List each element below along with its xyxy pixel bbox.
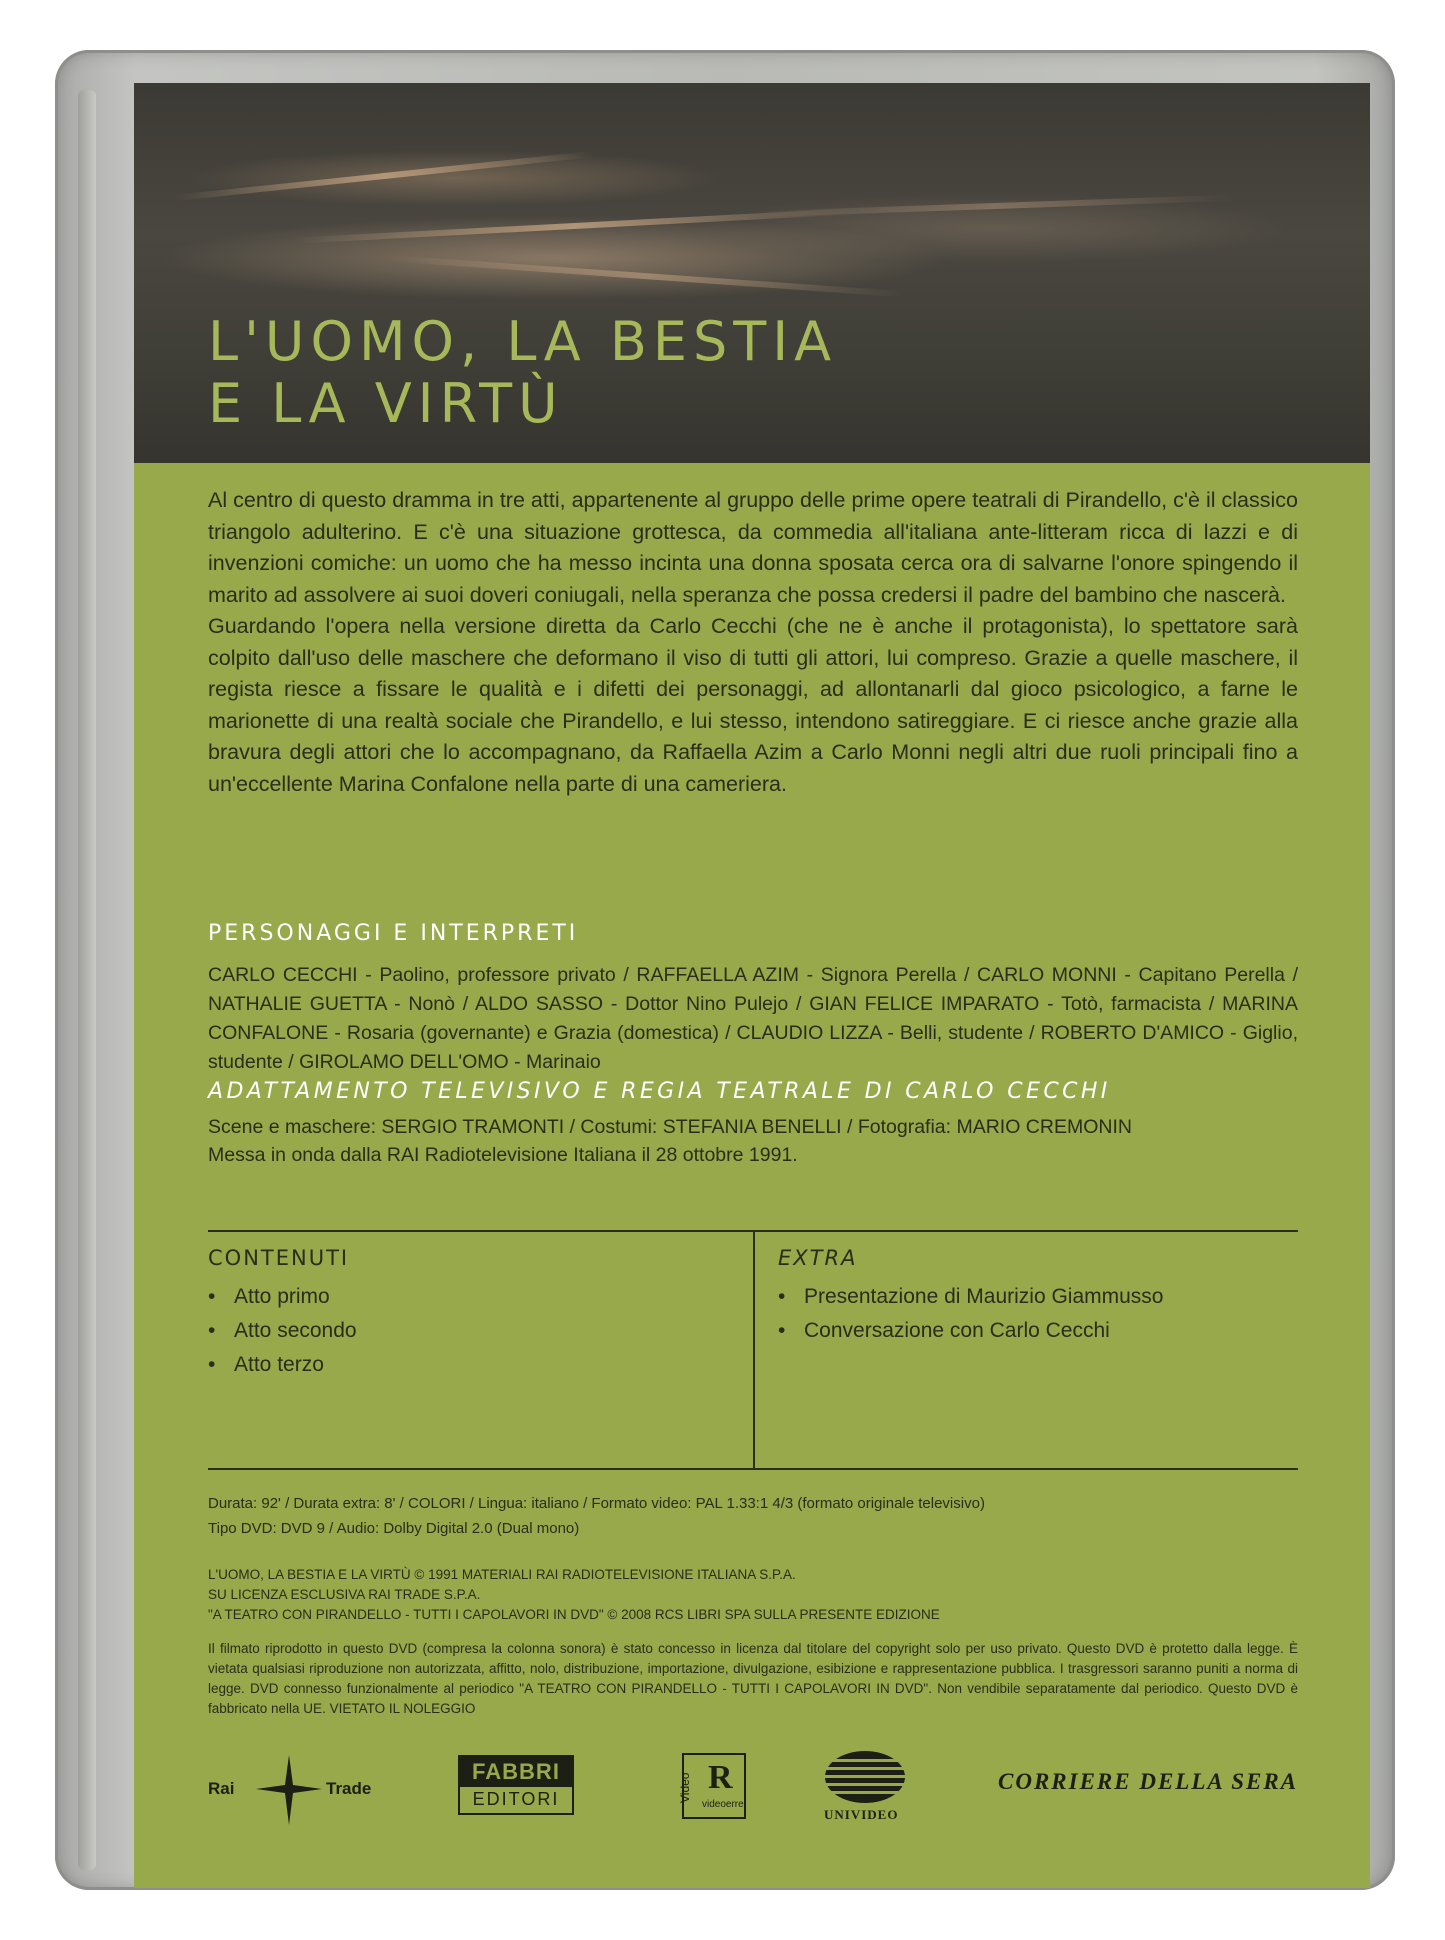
synopsis <box>208 485 1298 800</box>
bullet-icon: • <box>208 1285 216 1308</box>
legal-notice: Il filmato riprodotto in questo DVD (compresa la colonna sonora) è stato concesso in licenza dal titolare del copyright solo per uso privato. Questo DVD è protetto dalla legge. È vietata qualsiasi riproduzione non autorizzata, affitto, nolo, distribuzione, importazione, divulgazione, esibizione e rappresentazione pubblica. I trasgressori saranno puniti a norma di legge. DVD connesso funzionalmente al periodico "A TEATRO CON PIRANDELLO - TUTTI I CAPOLAVORI IN DVD". Non vendibile separatamente dal periodico. Questo DVD è fabbricato nella UE. VIETATO IL NOLEGGIO <box>208 1641 1298 1716</box>
editori-wordmark: EDITORI <box>472 1789 560 1809</box>
logo-bar <box>208 1743 1298 1833</box>
list-item: • Presentazione di Maurizio Giammusso <box>778 1280 1163 1314</box>
list-item: • Atto secondo <box>208 1314 357 1348</box>
hero-brushstroke <box>175 151 593 201</box>
list-item: • Atto primo <box>208 1280 357 1314</box>
bullet-icon: • <box>208 1319 216 1342</box>
hero-brushstroke <box>754 195 1234 218</box>
title-line-2: E LA VIRTÙ <box>208 372 564 435</box>
fabbri-wordmark: FABBRI <box>460 1757 572 1787</box>
bullet-icon: • <box>778 1285 786 1308</box>
list-item: • Conversazione con Carlo Cecchi <box>778 1314 1163 1348</box>
direction-heading: ADATTAMENTO TELEVISIVO E REGIA TEATRALE DI CARLO CECCHI <box>208 1079 1111 1104</box>
bullet-icon: • <box>208 1353 216 1376</box>
extra-heading: EXTRA <box>778 1246 858 1270</box>
rights-line-3: "A TEATRO CON PIRANDELLO - TUTTI I CAPOLAVORI IN DVD" © 2008 RCS LIBRI SPA SULLA PRESENTE EDIZIONE <box>208 1607 940 1622</box>
corriere-della-sera-logo: CORRIERE DELLA SERA <box>998 1769 1299 1794</box>
specs-line-2: Tipo DVD: DVD 9 / Audio: Dolby Digital 2.0 (Dual mono) <box>208 1520 580 1537</box>
rights-line-1: L'UOMO, LA BESTIA E LA VIRTÙ © 1991 MATERIALI RAI RADIOTELEVISIONE ITALIANA S.P.A. <box>208 1567 796 1582</box>
table-divider <box>753 1232 755 1468</box>
synopsis-paragraph-1: Al centro di questo dramma in tre atti, appartenente al gruppo delle prime opere teatrali di Pirandello, c'è il classico triangolo adulterino. E c'è una situazione grottesca, da commedia all'italiana ante-litteram ricca di lazzi e di invenzioni comiche: un uomo che ha messo incinta una donna sposata cerca ora di salvarne l'onore spingendo il marito ad assolvere ai suoi doveri coniugali, nella speranza che possa credersi il padre del bambino che nascerà. <box>208 488 1298 607</box>
cast-heading: PERSONAGGI E INTERPRETI <box>208 921 579 946</box>
rai-wordmark: Rai <box>208 1779 235 1798</box>
credits <box>208 1113 1298 1169</box>
contents-column <box>208 1246 357 1382</box>
univideo-globe-icon <box>822 1749 908 1805</box>
extra-column <box>778 1246 1163 1348</box>
fabbri-editori-logo <box>458 1755 574 1815</box>
contents-table <box>208 1230 1298 1470</box>
rai-trade-logo <box>208 1755 388 1825</box>
page-title <box>208 311 837 435</box>
videoerre-logo: Video R videoerre <box>682 1753 746 1819</box>
extra-list <box>778 1280 1163 1348</box>
hero-image <box>134 83 1370 463</box>
title-line-1: L'UOMO, LA BESTIA <box>208 310 838 373</box>
copyright-notice <box>208 1565 1298 1625</box>
case-hinge <box>78 90 96 1870</box>
rai-star-icon <box>256 1755 322 1825</box>
rights-line-2: SU LICENZA ESCLUSIVA RAI TRADE S.P.A. <box>208 1587 481 1602</box>
dvd-back-cover <box>134 83 1370 1888</box>
bullet-icon: • <box>778 1319 786 1342</box>
contents-list <box>208 1280 357 1382</box>
credits-line-1: Scene e maschere: SERGIO TRAMONTI / Costumi: STEFANIA BENELLI / Fotografia: MARIO CREMONIN <box>208 1116 1132 1138</box>
contents-heading: CONTENUTI <box>208 1246 350 1270</box>
technical-specs <box>208 1491 1298 1541</box>
list-item: • Atto terzo <box>208 1348 357 1382</box>
trade-wordmark: Trade <box>326 1779 372 1798</box>
credits-line-2: Messa in onda dalla RAI Radiotelevisione Italiana il 28 ottobre 1991. <box>208 1144 798 1166</box>
synopsis-paragraph-2: Guardando l'opera nella versione diretta da Carlo Cecchi (che ne è anche il protagonista), lo spettatore sarà colpito dall'uso delle maschere che deformano il viso di tutti gli attori, lui compreso. Grazie a quelle maschere, il regista riesce a fissare le qualità e i difetti dei personaggi, ad allontanarli dal gioco psicologico, a farne le marionette di una realtà sociale che Pirandello, e lui stesso, intendono satireggiare. E ci riesce anche grazie alla bravura degli attori che lo accompagnano, da Raffaella Azim a Carlo Monni negli altri due ruoli principali fino a un'eccellente Marina Confalone nella parte di una cameriera. <box>208 614 1298 796</box>
univideo-logo <box>822 1749 912 1829</box>
hero-brushstroke <box>384 255 903 297</box>
cast-list: CARLO CECCHI - Paolino, professore privato / RAFFAELLA AZIM - Signora Perella / CARLO MONNI - Capitano Perella / NATHALIE GUETTA - Nonò / ALDO SASSO - Dottor Nino Pulejo / GIAN FELICE IMPARATO - Totò, farmacista / MARINA CONFALONE - Rosaria (governante) e Grazia (domestica) / CLAUDIO LIZZA - Belli, studente / ROBERTO D'AMICO - Giglio, studente / GIROLAMO DELL'OMO - Marinaio <box>208 964 1298 1073</box>
specs-line-1: Durata: 92' / Durata extra: 8' / COLORI / Lingua: italiano / Formato video: PAL 1.33:1 4/3 (formato originale televisivo) <box>208 1495 985 1512</box>
univideo-wordmark: UNIVIDEO <box>824 1807 899 1822</box>
